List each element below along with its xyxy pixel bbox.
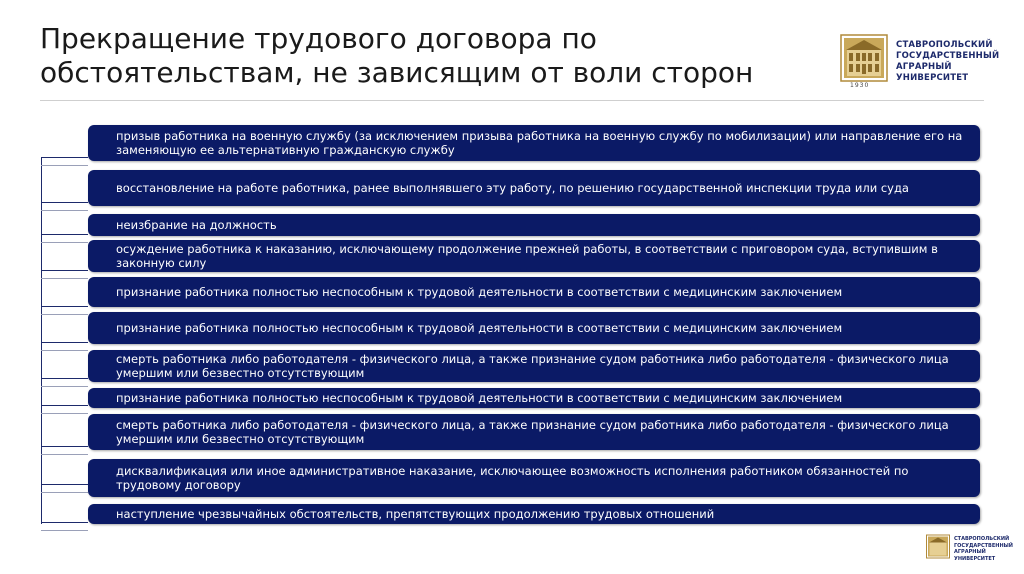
university-logo: [840, 34, 1020, 94]
list-item: призыв работника на военную службу (за исключением призыва работника на военную службу по мобилизации) или направление его на заменяющую ее альтернативную гражданскую службу: [88, 125, 980, 161]
connector-line: [41, 342, 88, 343]
logo-line-1: СТАВРОПОЛЬСКИЙ: [896, 40, 993, 50]
connector-line: [41, 446, 88, 447]
connector-line: [41, 522, 88, 523]
connector-line: [41, 202, 88, 203]
list-item: признание работника полностью неспособным к трудовой деятельности в соответствии с медицинским заключением: [88, 388, 980, 408]
list-item: признание работника полностью неспособным к трудовой деятельности в соответствии с медицинским заключением: [88, 312, 980, 344]
connector-line: [41, 270, 88, 271]
list-item: осуждение работника к наказанию, исключающему продолжение прежней работы, в соответствии с приговором суда, вступившим в законную силу: [88, 240, 980, 272]
logo-line-2: ГОСУДАРСТВЕННЫЙ: [896, 51, 1000, 61]
connector-line: [41, 378, 88, 379]
footer-logo-line-1: СТАВРОПОЛЬСКИЙ: [954, 536, 1010, 542]
list-item: дисквалификация или иное административное наказание, исключающее возможность исполнения работником обязанностей по трудовому договору: [88, 459, 980, 497]
slide-title: Прекращение трудового договора по обстоятельствам, не зависящим от воли сторон: [40, 22, 754, 89]
connector-line: [41, 405, 88, 406]
list-item: смерть работника либо работодателя - физического лица, а также признание судом работника либо работодателя - физического лица умершим или безвестно отсутствующим: [88, 414, 980, 450]
connector-line: [41, 484, 88, 485]
title-divider: [40, 100, 984, 101]
list-item: восстановление на работе работника, ранее выполнявшего эту работу, по решению государственной инспекции труда или суда: [88, 170, 980, 206]
connector-line: [41, 234, 88, 235]
building-icon: [926, 534, 950, 560]
building-icon: [840, 34, 888, 84]
list-item: смерть работника либо работодателя - физического лица, а также признание судом работника либо работодателя - физического лица умершим или безвестно отсутствующим: [88, 350, 980, 382]
list-item: признание работника полностью неспособным к трудовой деятельности в соответствии с медицинским заключением: [88, 277, 980, 307]
list-item: наступление чрезвычайных обстоятельств, препятствующих продолжению трудовых отношений: [88, 504, 980, 524]
logo-line-3: АГРАРНЫЙ УНИВЕРСИТЕТ: [896, 62, 969, 83]
list-item: неизбрание на должность: [88, 214, 980, 236]
bracket-line: [41, 158, 42, 524]
connector-line: [41, 157, 88, 158]
connector-line: [41, 306, 88, 307]
footer-logo: [926, 534, 1016, 564]
footer-logo-line-2: ГОСУДАРСТВЕННЫЙ: [954, 542, 1013, 549]
logo-year: 1930: [850, 82, 870, 89]
footer-logo-line-3: АГРАРНЫЙ УНИВЕРСИТЕТ: [954, 549, 996, 562]
